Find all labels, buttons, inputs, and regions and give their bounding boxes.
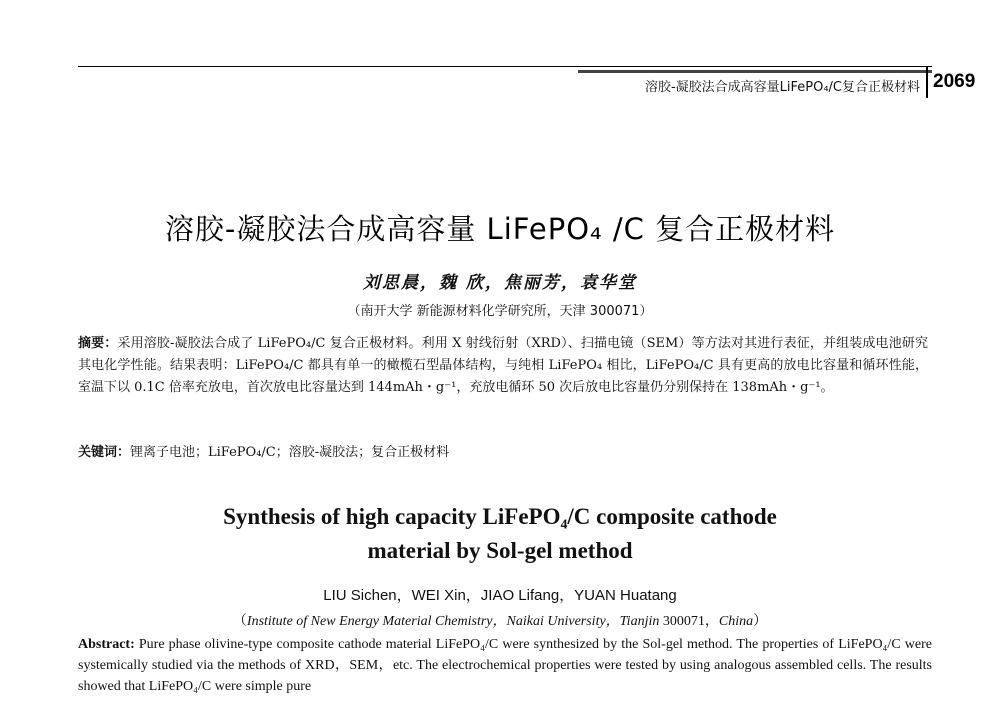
- zh-title: 溶胶-凝胶法合成高容量 LiFePO₄ /C 复合正极材料: [164, 212, 836, 246]
- en-affil-country: China: [718, 614, 754, 629]
- zh-keywords-label: 关键词：: [78, 445, 131, 460]
- en-abstract: [78, 634, 932, 697]
- en-abstract-label: Abstract:: [78, 637, 135, 652]
- en-affiliation: [0, 610, 1000, 630]
- zh-affiliation: （南开大学 新能源材料化学研究所，天津 300071）: [347, 304, 653, 319]
- en-authors: LIU Sichen，WEI Xin，JIAO Lifang，YUAN Huatang: [323, 587, 677, 604]
- en-affil-close: ）: [753, 614, 768, 629]
- en-title-line1: Synthesis of high capacity LiFePO₄/C composite cathode: [223, 504, 777, 529]
- en-title-line2: material by Sol-gel method: [367, 538, 633, 563]
- header-separator: [926, 66, 928, 98]
- header-rule: [78, 66, 932, 67]
- en-title: [150, 500, 850, 568]
- page-number: 2069: [933, 71, 976, 92]
- en-affil-open: （: [232, 614, 247, 629]
- zh-keywords-text: 锂离子电池；LiFePO₄/C；溶胶-凝胶法；复合正极材料: [130, 445, 450, 460]
- header-rule-thick: [578, 70, 932, 73]
- en-abstract-text: Pure phase olivine-type composite cathode material LiFePO₄/C were synthesized by the Sol-gel method. The properties of LiFePO₄/C were systemically studied via the methods of XRD，SEM，etc. The electrochemical properties were tested by using analogous assembled cells. The results showed that LiFePO₄/C were simple pure: [78, 637, 932, 694]
- zh-abstract: [78, 333, 928, 399]
- zh-keywords: [78, 441, 928, 460]
- zh-abstract-label: 摘要：: [78, 336, 118, 351]
- en-affil-postcode: 300071，: [659, 614, 719, 629]
- zh-authors: 刘思晨，魏 欣，焦丽芳，袁华堂: [363, 273, 637, 293]
- en-affil-institution: Institute of New Energy Material Chemistry，Naikai University，Tianjin: [246, 614, 660, 629]
- running-title: 溶胶-凝胶法合成高容量LiFePO₄/C复合正极材料: [644, 80, 920, 95]
- zh-abstract-text: 采用溶胶-凝胶法合成了 LiFePO₄/C 复合正极材料。利用 X 射线衍射（XRD）、扫描电镜（SEM）等方法对其进行表征，并组装成电池研究其电化学性能。结果表明：LiFePO₄/C 都具有单一的橄榄石型晶体结构，与纯相 LiFePO₄ 相比，LiFePO₄/C 具有更高的放电比容量和循环性能，室温下以 0.1C 倍率充放电，首次放电比容量达到 144mAh・g⁻¹，充放电循环 50 次后放电比容量仍分别保持在 138mAh・g⁻¹。: [78, 336, 928, 395]
